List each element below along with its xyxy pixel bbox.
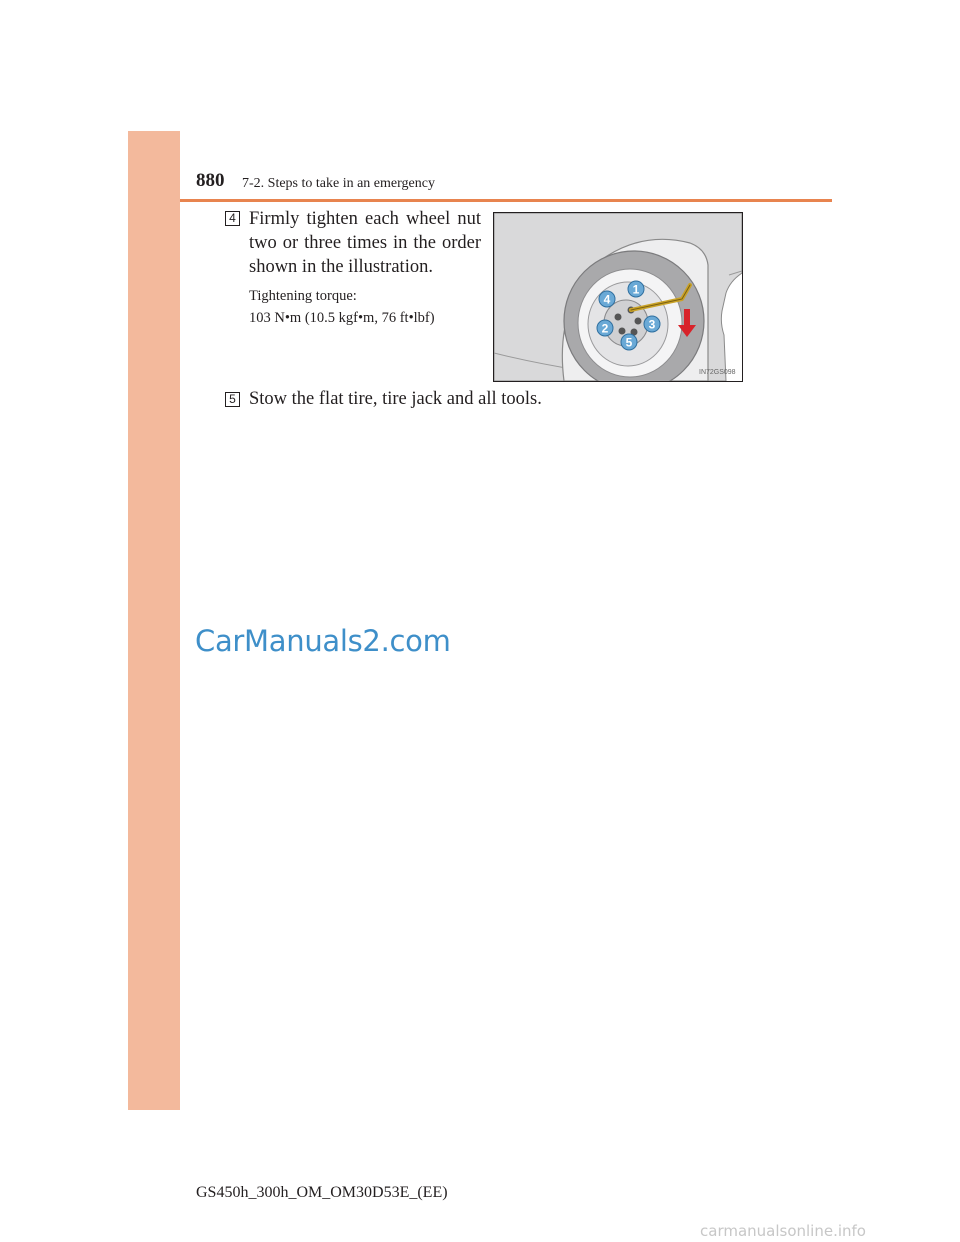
page-number: 880 bbox=[196, 170, 225, 191]
watermark-carmanuals2: CarManuals2.com bbox=[195, 624, 451, 658]
side-tab-band bbox=[128, 131, 180, 1110]
step-5-number-box: 5 bbox=[225, 392, 240, 407]
torque-value: 103 N•m (10.5 kgf•m, 76 ft•lbf) bbox=[249, 310, 435, 326]
header-rule bbox=[180, 199, 832, 202]
callout-3: 3 bbox=[648, 317, 656, 332]
step-4-number-box: 4 bbox=[225, 211, 240, 226]
callout-2: 2 bbox=[601, 321, 609, 336]
callout-1: 1 bbox=[632, 282, 640, 297]
step-5-text: Stow the flat tire, tire jack and all tools. bbox=[249, 389, 542, 409]
callout-5: 5 bbox=[625, 335, 633, 350]
illustration-code: IN72GS098 bbox=[699, 369, 736, 376]
footer-document-id: GS450h_300h_OM_OM30D53E_(EE) bbox=[196, 1184, 448, 1201]
torque-label: Tightening torque: bbox=[249, 288, 357, 304]
callout-4: 4 bbox=[603, 292, 611, 307]
watermark-carmanualsonline: carmanualsonline.info bbox=[700, 1222, 866, 1240]
section-title: 7-2. Steps to take in an emergency bbox=[242, 176, 435, 191]
wheel-nut-tightening-illustration bbox=[493, 212, 743, 382]
step-4-text: Firmly tighten each wheel nut two or three times in the order shown in the illustration. bbox=[249, 209, 481, 277]
